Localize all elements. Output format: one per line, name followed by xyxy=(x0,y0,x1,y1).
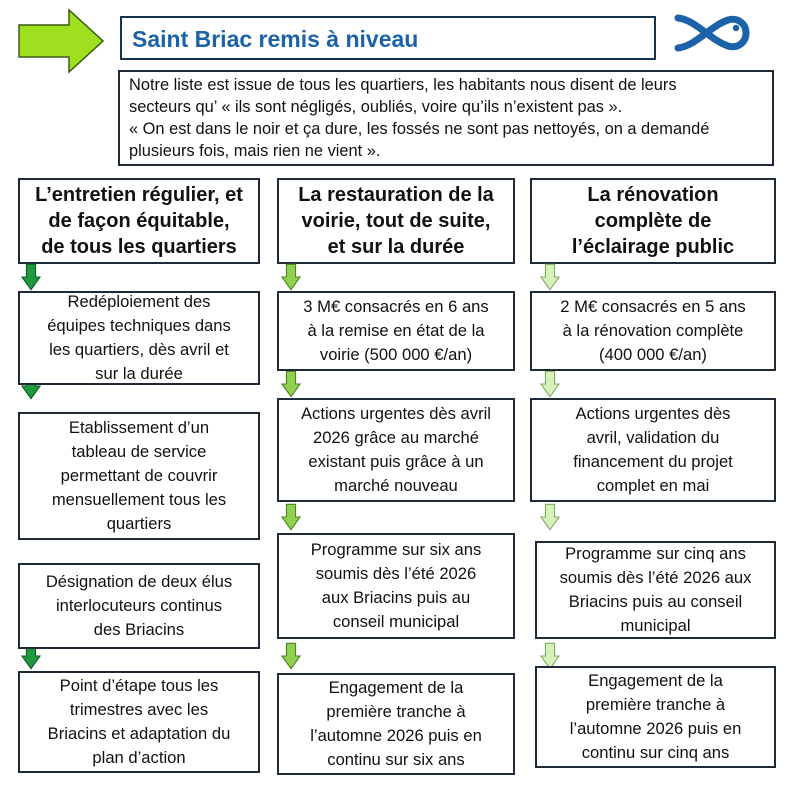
step-line: plan d’action xyxy=(92,748,186,767)
step-text xyxy=(573,402,733,498)
header-line: de tous les quartiers xyxy=(41,236,237,258)
column-header-text xyxy=(298,182,494,260)
step-line: Programme sur six ans xyxy=(310,540,482,559)
step-box-1-3 xyxy=(18,563,260,649)
title-box xyxy=(120,16,656,60)
down-arrow-icon xyxy=(281,262,301,292)
step-text xyxy=(52,416,226,536)
header-line: L’entretien régulier, et xyxy=(35,184,243,206)
step-line: les quartiers, dès avril et xyxy=(49,340,229,359)
step-line: mensuellement tous les xyxy=(51,490,227,509)
step-text xyxy=(303,295,488,367)
step-line: l’automne 2026 puis en xyxy=(569,719,742,738)
step-line: Engagement de la xyxy=(328,678,464,697)
step-line: continu sur cinq ans xyxy=(581,743,730,762)
step-line: soumis dès l’été 2026 aux xyxy=(559,568,752,587)
step-line: l’automne 2026 puis en xyxy=(310,726,482,745)
step-line: tableau de service xyxy=(71,442,207,461)
step-box-3-3 xyxy=(535,541,776,639)
step-line: à la remise en état de la xyxy=(307,321,485,340)
intro-text xyxy=(129,74,766,162)
step-line: première tranche à xyxy=(585,695,726,714)
step-line: soumis dès l’été 2026 xyxy=(315,564,477,583)
step-line: interlocuteurs continus xyxy=(55,596,222,615)
step-line: permettant de couvrir xyxy=(60,466,218,485)
intro-line: Notre liste est issue de tous les quartiers, les habitants nous disent de leurs xyxy=(129,76,677,94)
step-line: Etablissement d’un xyxy=(68,418,210,437)
header-line: et sur la durée xyxy=(327,236,465,258)
step-line: (400 000 €/an) xyxy=(599,345,707,364)
step-line: Briacins puis au conseil xyxy=(568,592,743,611)
step-line: 2 M€ consacrés en 5 ans xyxy=(560,297,746,316)
down-arrow-icon xyxy=(540,262,560,292)
step-box-1-1 xyxy=(18,291,260,385)
header-line: La restauration de la xyxy=(298,184,494,206)
column-header-text xyxy=(572,182,734,260)
intro-line: « On est dans le noir et ça dure, les fossés ne sont pas nettoyés, on a demandé xyxy=(129,120,710,138)
step-line: sur la durée xyxy=(95,364,183,383)
step-line: Désignation de deux élus xyxy=(45,572,233,591)
step-line: première tranche à xyxy=(326,702,466,721)
step-text xyxy=(560,295,745,367)
down-arrow-icon xyxy=(540,369,560,399)
step-line: quartiers xyxy=(106,514,172,533)
step-box-2-1 xyxy=(277,291,515,371)
step-text xyxy=(301,402,491,498)
down-arrow-icon xyxy=(21,262,41,292)
step-text xyxy=(570,669,742,765)
step-text xyxy=(48,674,231,770)
right-arrow-icon xyxy=(17,8,105,74)
step-line: continu sur six ans xyxy=(327,750,465,769)
step-line: financement du projet xyxy=(573,452,733,471)
step-line: conseil municipal xyxy=(332,612,460,631)
header-line: de façon équitable, xyxy=(48,210,230,232)
step-line: Redéploiement des xyxy=(67,292,211,311)
intro-line: plusieurs fois, mais rien ne vient ». xyxy=(129,142,381,160)
step-box-3-1 xyxy=(530,291,776,371)
intro-box xyxy=(118,70,774,166)
fish-logo-icon xyxy=(672,12,752,54)
header-line: voirie, tout de suite, xyxy=(301,210,491,232)
step-line: 3 M€ consacrés en 6 ans xyxy=(303,297,489,316)
step-line: avril, validation du xyxy=(586,428,720,447)
step-text xyxy=(47,290,231,386)
column-header-1 xyxy=(18,178,260,264)
step-line: 2026 grâce au marché xyxy=(312,428,480,447)
step-line: aux Briacins puis au xyxy=(321,588,471,607)
intro-line: secteurs qu’ « ils sont négligés, oubliés, voire qu’ils n’existent pas ». xyxy=(129,98,623,116)
column-header-3 xyxy=(530,178,776,264)
down-arrow-icon xyxy=(281,502,301,532)
header-line: La rénovation xyxy=(587,184,719,206)
step-line: existant puis grâce à un xyxy=(308,452,484,471)
step-box-1-2 xyxy=(18,412,260,540)
step-text xyxy=(311,538,482,634)
down-arrow-icon xyxy=(540,502,560,532)
step-line: des Briacins xyxy=(93,620,185,639)
step-line: voirie (500 000 €/an) xyxy=(319,345,473,364)
step-box-2-3 xyxy=(277,533,515,639)
step-line: Programme sur cinq ans xyxy=(565,544,746,563)
step-line: complet en mai xyxy=(596,476,710,495)
step-line: municipal xyxy=(620,616,691,635)
header-line: complète de xyxy=(594,210,712,232)
step-line: Engagement de la xyxy=(588,671,723,690)
step-text xyxy=(46,570,232,642)
step-line: à la rénovation complète xyxy=(562,321,744,340)
step-line: équipes techniques dans xyxy=(47,316,231,335)
step-line: Briacins et adaptation du xyxy=(47,724,231,743)
step-line: Point d’étape tous les xyxy=(59,676,219,695)
step-box-3-2 xyxy=(530,398,776,502)
page-title: Saint Briac remis à niveau xyxy=(132,26,419,52)
step-line: Actions urgentes dès xyxy=(575,404,731,423)
step-line: Actions urgentes dès avril xyxy=(300,404,491,423)
step-box-2-4 xyxy=(277,673,515,775)
column-header-text xyxy=(35,182,243,260)
down-arrow-icon xyxy=(281,369,301,399)
step-box-1-4 xyxy=(18,671,260,773)
step-line: marché nouveau xyxy=(334,476,458,495)
column-header-2 xyxy=(277,178,515,264)
header-line: l’éclairage public xyxy=(571,236,735,258)
step-text xyxy=(560,542,752,638)
step-text xyxy=(310,676,482,772)
step-box-2-2 xyxy=(277,398,515,502)
step-box-3-4 xyxy=(535,666,776,768)
down-arrow-icon xyxy=(281,641,301,671)
step-line: trimestres avec les xyxy=(69,700,209,719)
